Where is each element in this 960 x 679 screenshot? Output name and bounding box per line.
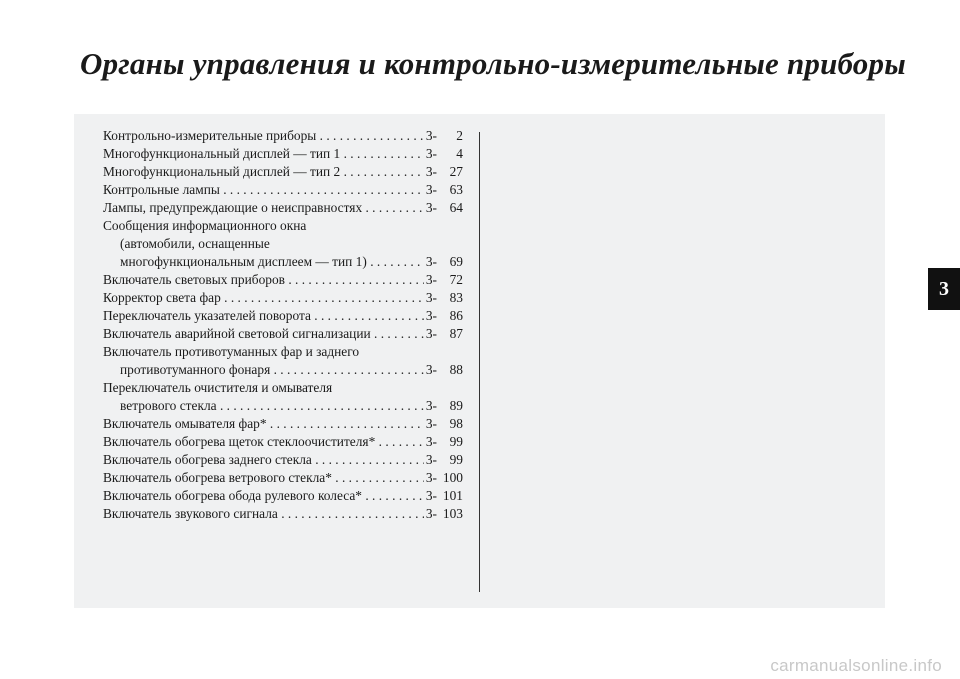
toc-chapter-prefix: 3- (425, 452, 437, 467)
toc-page-number: 101 (442, 488, 463, 503)
chapter-tab[interactable]: 3 (928, 268, 960, 310)
table-of-contents (103, 127, 463, 523)
toc-entry-row (103, 505, 463, 523)
toc-page-number: 88 (449, 362, 463, 377)
toc-page-number: 4 (456, 146, 463, 161)
toc-page-number: 99 (449, 434, 463, 449)
toc-entry[interactable] (103, 343, 463, 379)
toc-entry-title: Включатель обогрева заднего стекла . . . (103, 451, 424, 469)
toc-entry-title: многофункциональным дисплеем — тип 1) . . . (120, 253, 424, 271)
toc-entry-title: Корректор света фар . . . (103, 289, 424, 307)
toc-entry[interactable] (103, 271, 463, 289)
toc-chapter-prefix: 3- (425, 146, 437, 161)
toc-entry-title: Включатель звукового сигнала . . . (103, 505, 424, 523)
toc-chapter-prefix: 3- (425, 182, 437, 197)
toc-chapter-prefix: 3- (425, 254, 437, 269)
toc-entry-row (103, 181, 463, 199)
toc-entry[interactable] (103, 469, 463, 487)
toc-entry-title: Включатель обогрева ветрового стекла* . . . (103, 469, 424, 487)
toc-entry[interactable] (103, 127, 463, 145)
toc-entry-title: Многофункциональный дисплей — тип 1 . . . (103, 145, 424, 163)
toc-chapter-prefix: 3- (425, 488, 437, 503)
toc-entry-row (103, 289, 463, 307)
toc-chapter-prefix: 3- (425, 272, 437, 287)
toc-entry-title: противотуманного фонаря . . . (120, 361, 424, 379)
toc-entry-row (103, 325, 463, 343)
toc-chapter-prefix: 3- (425, 290, 437, 305)
toc-entry[interactable] (103, 307, 463, 325)
toc-chapter-prefix: 3- (425, 128, 437, 143)
toc-entry-line: Переключатель очистителя и омывателя (103, 380, 333, 395)
toc-entry-row (103, 253, 463, 271)
toc-entry-title: Переключатель указателей поворота . . . (103, 307, 424, 325)
toc-entry-row (103, 451, 463, 469)
toc-entry-row (103, 163, 463, 181)
toc-entry-title: Включатель омывателя фар* . . . (103, 415, 424, 433)
toc-page-number: 64 (449, 200, 463, 215)
toc-entry-title: Лампы, предупреждающие о неисправностях . . . (103, 199, 424, 217)
toc-entry[interactable] (103, 487, 463, 505)
toc-entry[interactable] (103, 379, 463, 415)
toc-entry-title: Включатель обогрева обода рулевого колеса* . . . (103, 487, 424, 505)
toc-entry[interactable] (103, 433, 463, 451)
toc-entry[interactable] (103, 145, 463, 163)
toc-entry[interactable] (103, 217, 463, 271)
toc-entry-title: Включатель аварийной световой сигнализации . . . (103, 325, 424, 343)
toc-page-number: 69 (449, 254, 463, 269)
toc-entry-row (103, 469, 463, 487)
toc-page-number: 89 (449, 398, 463, 413)
toc-page-number: 99 (449, 452, 463, 467)
toc-entry-row (103, 199, 463, 217)
toc-entry-row (103, 271, 463, 289)
toc-chapter-prefix: 3- (425, 308, 437, 323)
toc-chapter-prefix: 3- (425, 398, 437, 413)
toc-chapter-prefix: 3- (425, 362, 437, 377)
toc-entry-title: Включатель световых приборов . . . (103, 271, 424, 289)
toc-entry-title: Многофункциональный дисплей — тип 2 . . . (103, 163, 424, 181)
toc-chapter-prefix: 3- (425, 470, 437, 485)
toc-page-number: 87 (449, 326, 463, 341)
toc-entry-row (103, 361, 463, 379)
toc-entry-title: Контрольные лампы . . . (103, 181, 424, 199)
toc-entry-row (103, 397, 463, 415)
toc-entry[interactable] (103, 163, 463, 181)
toc-page-number: 27 (449, 164, 463, 179)
column-divider (479, 132, 480, 592)
toc-page-number: 63 (449, 182, 463, 197)
toc-chapter-prefix: 3- (425, 164, 437, 179)
toc-page-number: 86 (449, 308, 463, 323)
toc-chapter-prefix: 3- (425, 416, 437, 431)
toc-entry[interactable] (103, 451, 463, 469)
toc-entry[interactable] (103, 505, 463, 523)
watermark: carmanualsonline.info (770, 656, 942, 675)
toc-entry[interactable] (103, 325, 463, 343)
toc-entry-row (103, 415, 463, 433)
toc-page-number: 103 (442, 506, 463, 521)
toc-entry-row (103, 127, 463, 145)
toc-page-number: 72 (449, 272, 463, 287)
toc-entry-title: ветрового стекла . . . (120, 397, 424, 415)
toc-chapter-prefix: 3- (425, 434, 437, 449)
toc-page-number: 100 (442, 470, 463, 485)
toc-entry-line: Включатель противотуманных фар и заднего (103, 344, 360, 359)
toc-entry[interactable] (103, 415, 463, 433)
toc-page-number: 98 (449, 416, 463, 431)
toc-entry[interactable] (103, 181, 463, 199)
toc-entry-row (103, 307, 463, 325)
toc-entry-line: (автомобили, оснащенные (120, 236, 270, 251)
toc-chapter-prefix: 3- (425, 326, 437, 341)
page-title: Органы управления и контрольно-измерительные приборы (80, 46, 906, 81)
toc-entry-row (103, 487, 463, 505)
toc-page-number: 83 (449, 290, 463, 305)
toc-page-number: 2 (456, 128, 463, 143)
toc-chapter-prefix: 3- (425, 506, 437, 521)
toc-chapter-prefix: 3- (425, 200, 437, 215)
toc-entry-row (103, 145, 463, 163)
toc-entry-title: Контрольно-измерительные приборы . . . (103, 127, 424, 145)
toc-entry-row (103, 433, 463, 451)
toc-entry-line: Сообщения информационного окна (103, 218, 307, 233)
toc-entry[interactable] (103, 289, 463, 307)
toc-entry[interactable] (103, 199, 463, 217)
toc-entry-title: Включатель обогрева щеток стеклоочистителя* . . . (103, 433, 424, 451)
